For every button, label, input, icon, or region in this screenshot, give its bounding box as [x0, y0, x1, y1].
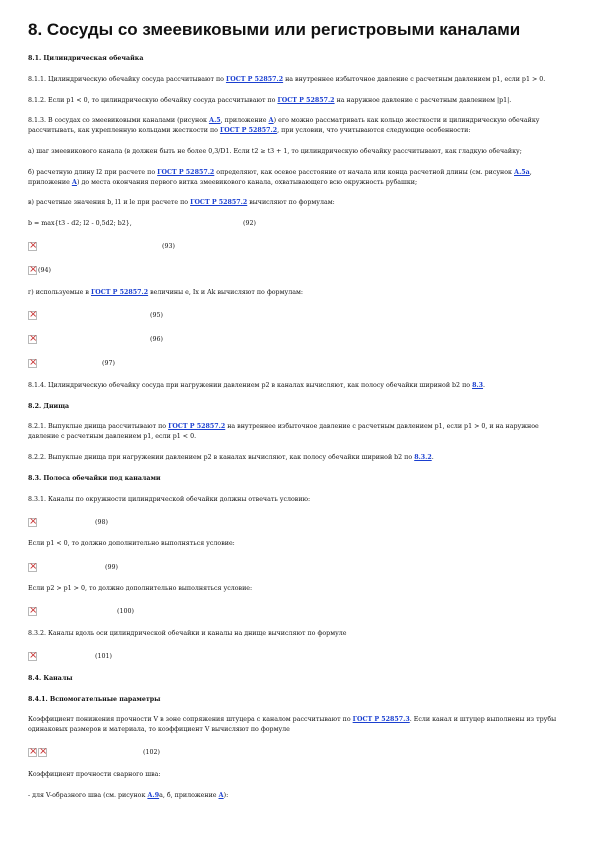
document-page [28, 20, 568, 812]
paragraph-8-1-1: 8.1.1. Цилиндрическую обечайку сосуда рассчитывают по ГОСТ Р 52857.2 на внутреннее избыточное давление с расчетным давлением p1, если p1 > 0. [28, 75, 546, 83]
section-8-1-heading: 8.1. Цилиндрическая обечайка [28, 55, 144, 62]
broken-image-icon [28, 518, 37, 527]
paragraph-8-4-1: Коэффициент понижения прочности V в зоне сопряжения штуцера с каналом рассчитывают по ГОСТ Р 52857.3. Если канал и штуцер выполнены из трубы одинаковых размеров и материала, то коэффициент V вычисляют по формуле [28, 716, 557, 734]
section-8-3-link[interactable]: 8.3 [472, 381, 484, 389]
gost-3-link[interactable]: ГОСТ Р 52857.3 [352, 716, 410, 724]
gost-link[interactable]: ГОСТ Р 52857.2 [277, 96, 335, 104]
formula-96: × (96) [28, 333, 568, 347]
page-title: 8. Сосуды со змеевиковыми или регистровыми каналами [28, 20, 521, 39]
formula-95: × (95) [28, 309, 568, 323]
paragraph-8-3-1: 8.3.1. Каналы по окружности цилиндрической обечайки должны отвечать условию: [28, 495, 311, 503]
formula-94: × (94) [28, 264, 568, 278]
paragraph-8-1-4: 8.1.4. Цилиндрическую обечайку сосуда при нагружении давлением p2 в каналах вычисляют, как полосу обечайки шириной b2 по 8.3. [28, 381, 486, 389]
broken-image-icon [28, 242, 37, 251]
gost-link[interactable]: ГОСТ Р 52857.2 [168, 423, 226, 431]
broken-image-icon [28, 563, 37, 572]
appendix-a-link[interactable]: А [71, 178, 77, 186]
paragraph-v-weld: - для V-образного шва (см. рисунок А.9а, б, приложение А): [28, 791, 229, 799]
formula-92: b = max{t3 - d2; l2 - 0,5d2; b2}, (92) [28, 220, 256, 228]
figure-a5-link[interactable]: А.5 [208, 117, 221, 125]
paragraph-condition-2: Если p2 > p1 > 0, то должно дополнительно выполняться условие: [28, 585, 253, 593]
broken-image-icon [28, 311, 37, 320]
section-8-4-heading: 8.4. Каналы [28, 674, 73, 682]
broken-image-icon [28, 652, 37, 661]
paragraph-8-3-2: 8.3.2. Каналы вдоль оси цилиндрической обечайки и каналы на днище вычисляют по формуле [28, 629, 347, 637]
broken-image-icon [28, 266, 37, 275]
formula-98: × (98) [28, 515, 568, 529]
figure-a5a-link[interactable]: А.5а [513, 168, 530, 176]
appendix-a-link[interactable]: А [268, 117, 274, 125]
formula-97: × (97) [28, 357, 568, 371]
appendix-a-link[interactable]: А [218, 791, 224, 799]
paragraph-condition-1: Если p1 < 0, то должно дополнительно выполняться условие: [28, 540, 235, 548]
broken-image-icon [28, 607, 37, 616]
gost-link[interactable]: ГОСТ Р 52857.2 [225, 75, 284, 83]
gost-link[interactable]: ГОСТ Р 52857.2 [219, 127, 278, 135]
gost-link[interactable]: ГОСТ Р 52857.2 [90, 288, 149, 296]
broken-image-icon [28, 335, 37, 344]
gost-link[interactable]: ГОСТ Р 52857.2 [157, 168, 215, 176]
paragraph-item-a: а) шаг змеевикового канала (в должен быть не более 0,3/D1. Если t2 ≥ t3 + 1, то цилиндрическую обечайку рассчитывают, как гладкую обечайку; [28, 147, 522, 155]
paragraph-item-b: б) расчетную длину l2 при расчете по ГОСТ Р 52857.2 определяют, как осевое расстояние от начала или конца расчетной длины (см. рисунок А.5а, приложение А) до места окончания первого витка змеевикового канала, охватывающего всю окружность рубашки; [28, 168, 532, 186]
gost-link[interactable]: ГОСТ Р 52857.2 [190, 199, 248, 207]
section-8-4-1-heading: 8.4.1. Вспомогательные параметры [28, 695, 161, 703]
paragraph-8-1-3: 8.1.3. В сосудах со змеевиковыми каналами (рисунок А.5, приложение А) его можно рассматривать как кольцо жесткости и цилиндрическую обечайку рассчитывать, как укрепленную кольцами жесткости по ГОСТ Р 52857.2, при условии, что учитываются следующие особенности: [28, 117, 540, 135]
broken-image-icon [38, 748, 47, 757]
figure-a9-link[interactable]: А.9 [147, 791, 160, 799]
paragraph-item-v: в) расчетные значения b, l1 и le при расчете по ГОСТ Р 52857.2 вычисляют по формулам: [28, 199, 335, 207]
paragraph-item-g: г) используемые в ГОСТ Р 52857.2 величины e, Ix и Ak вычисляют по формулам: [28, 288, 303, 296]
equation-number: (92) [243, 220, 256, 228]
formula-93: × (93) [28, 240, 568, 254]
section-8-2-heading: 8.2. Днища [28, 402, 70, 410]
formula-102: × × (102) [28, 746, 568, 760]
paragraph-8-1-2: 8.1.2. Если p1 < 0, то цилиндрическую обечайку сосуда рассчитывают по ГОСТ Р 52857.2 на наружное давление с расчетным давлением |p1|. [28, 96, 512, 104]
section-8-3-heading: 8.3. Полоса обечайки под каналами [28, 474, 161, 482]
formula-101: × (101) [28, 650, 568, 664]
broken-image-icon [28, 748, 37, 757]
broken-image-icon [28, 359, 37, 368]
section-8-3-2-link[interactable]: 8.3.2 [414, 453, 432, 461]
paragraph-8-2-2: 8.2.2. Выпуклые днища при нагружении давлением p2 в каналах вычисляют, как полосу обечайки шириной b2 по 8.3.2. [28, 453, 434, 461]
formula-99: × (99) [28, 560, 568, 574]
paragraph-weld-coefficient: Коэффициент прочности сварного шва: [28, 770, 161, 778]
paragraph-8-2-1: 8.2.1. Выпуклые днища рассчитывают по ГОСТ Р 52857.2 на внутреннее избыточное давление с расчетным давлением p1, если p1 > 0, и на наружное давление с расчетным давлением p1, если p1 < 0. [28, 423, 539, 441]
formula-100: × (100) [28, 605, 568, 619]
